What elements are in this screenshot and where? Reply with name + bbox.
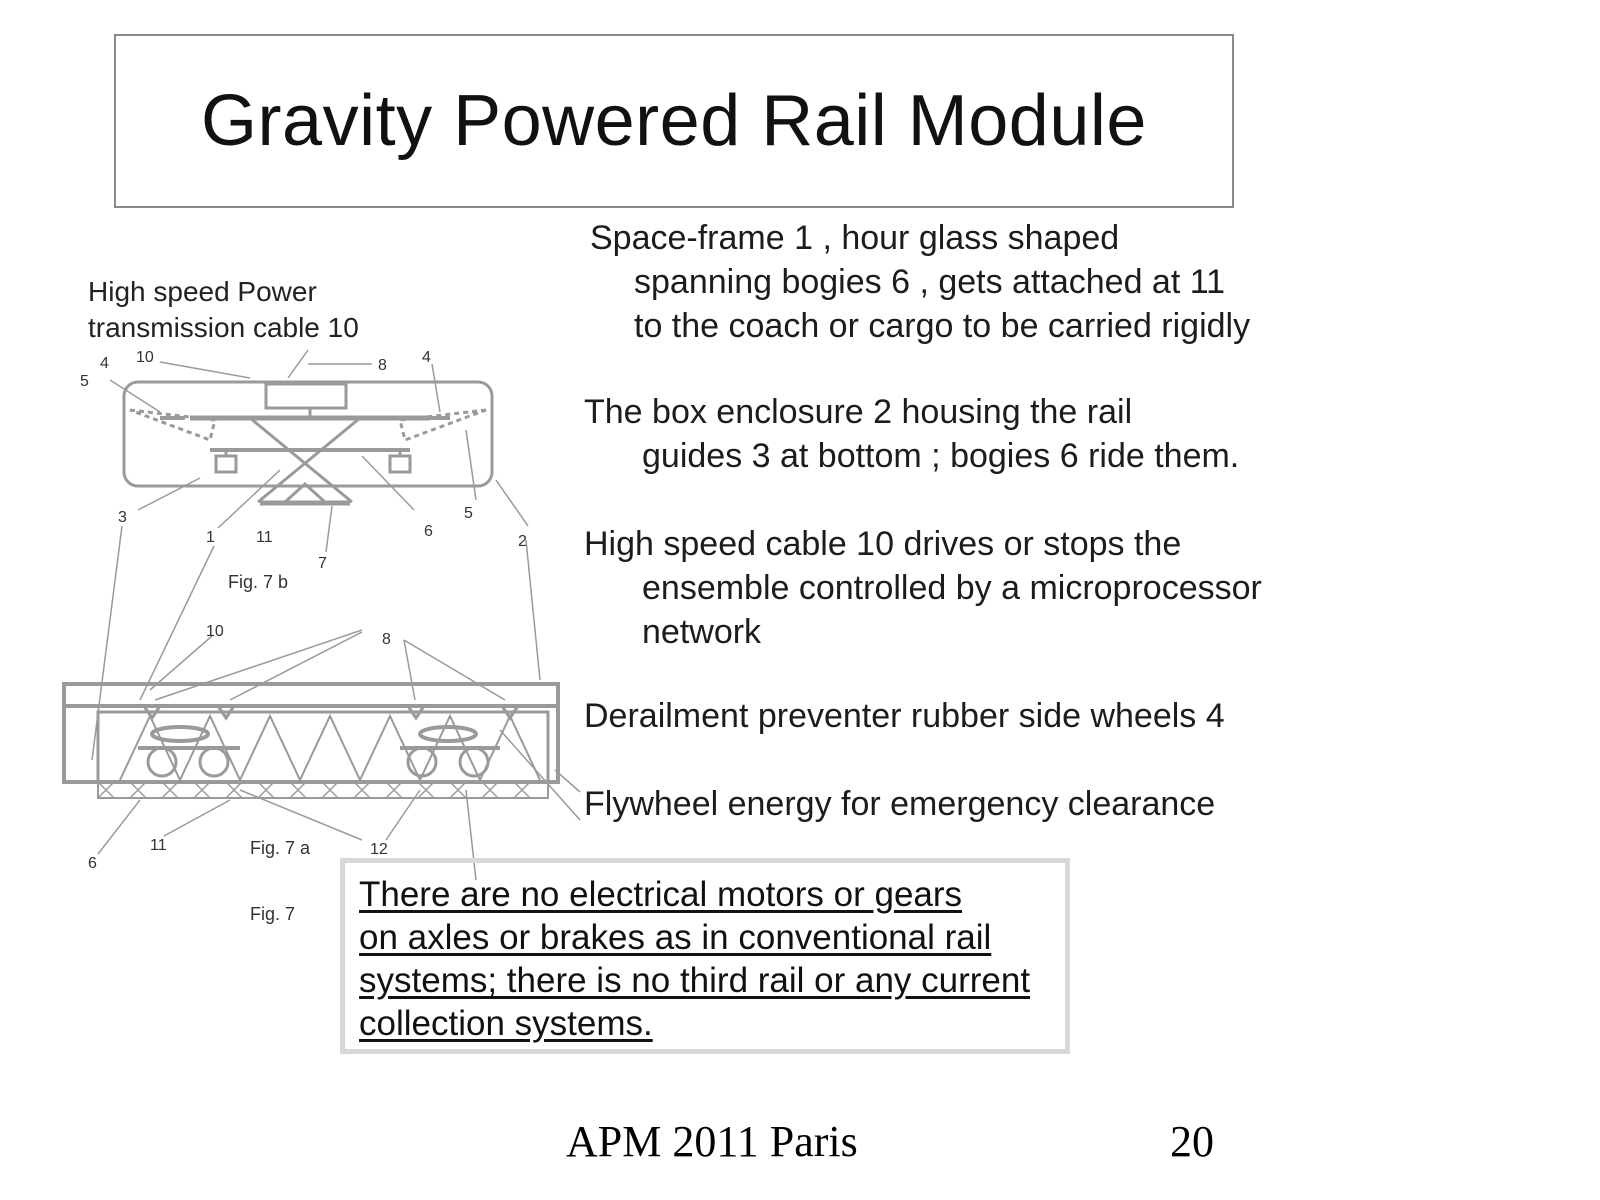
label-11-bottom: 11 (150, 837, 167, 854)
description-line: network (642, 613, 762, 651)
fig-7-label: Fig. 7 (250, 904, 296, 924)
description-derailment-preventer (584, 694, 1225, 738)
label-3: 3 (118, 509, 127, 526)
note-line-3: systems; there is no third rail or any current (359, 961, 1031, 1000)
label-11: 11 (256, 529, 273, 546)
slide-title: Gravity Powered Rail Module (201, 81, 1147, 161)
description-line: Space-frame 1 , hour glass shaped (590, 219, 1120, 257)
label-12: 12 (370, 841, 388, 858)
rail-guide-hatched (98, 782, 548, 798)
label-10-bottom: 10 (206, 623, 224, 640)
label-8-top: 8 (378, 357, 387, 374)
description-high-speed-cable (584, 522, 1262, 654)
label-8-bottom: 8 (382, 631, 391, 648)
description-line: Flywheel energy for emergency clearance (584, 785, 1216, 823)
description-flywheel (584, 782, 1215, 826)
label-5-left: 5 (80, 373, 89, 390)
description-line: spanning bogies 6 , gets attached at 11 (634, 263, 1226, 301)
bogie-right-small (390, 456, 410, 472)
label-7: 7 (318, 555, 327, 572)
note-line-2: on axles or brakes as in conventional rail (359, 918, 992, 957)
label-5-right: 5 (464, 505, 473, 522)
bracket-8 (266, 384, 346, 408)
description-line: ensemble controlled by a microprocessor (642, 569, 1262, 607)
label-2: 2 (518, 533, 527, 550)
description-line: guides 3 at bottom ; bogies 6 ride them. (642, 437, 1240, 475)
bogie-left-small (216, 456, 236, 472)
wheel-4 (460, 748, 488, 776)
hour-glass-frame (250, 418, 360, 502)
rail-module-diagram (0, 0, 600, 900)
note-line-1: There are no electrical motors or gears (359, 875, 963, 914)
label-4-right: 4 (422, 349, 431, 366)
description-space-frame (590, 216, 1250, 348)
page-number: 20 (1170, 1117, 1214, 1166)
fig-7a-label: Fig. 7 a (250, 838, 311, 858)
wheel-2 (200, 748, 228, 776)
footer-event: APM 2011 Paris (566, 1117, 858, 1166)
description-line: Derailment preventer rubber side wheels 4 (584, 697, 1225, 735)
note-box (340, 858, 1070, 1054)
box-enclosure-cross-section (124, 382, 492, 486)
fig-7b-label: Fig. 7 b (228, 572, 289, 592)
cable-label-line1: High speed Power (88, 276, 317, 307)
label-6: 6 (424, 523, 433, 540)
label-1: 1 (206, 529, 215, 546)
note-line-4: collection systems. (359, 1004, 653, 1043)
description-line: High speed cable 10 drives or stops the (584, 525, 1182, 563)
description-line: The box enclosure 2 housing the rail (584, 393, 1133, 431)
cable-label-line2: transmission cable 10 (88, 312, 359, 343)
label-10-top: 10 (136, 349, 154, 366)
description-line: to the coach or cargo to be carried rigidly (634, 307, 1251, 345)
label-4-left: 4 (100, 355, 109, 372)
label-6-bottom: 6 (88, 855, 97, 872)
box-enclosure-side-view (64, 684, 558, 782)
description-box-enclosure (584, 390, 1239, 478)
